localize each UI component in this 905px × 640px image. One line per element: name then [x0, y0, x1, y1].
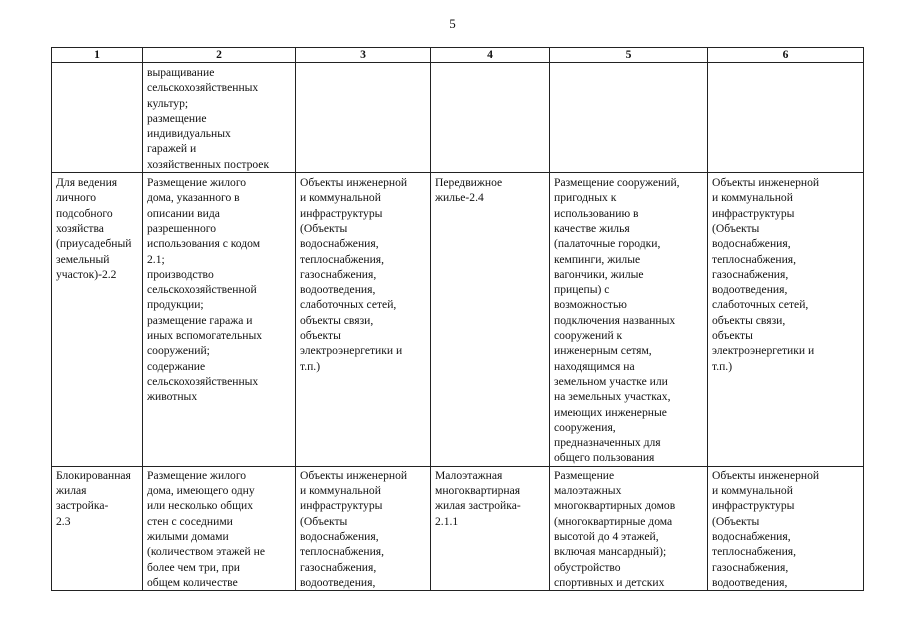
table-cell: Размещение жилого дома, указанного в описании вида разрешенного использования с кодом 2.1; производство сельскохозяйственной продукции; размещение гаража и иных вспомогательных сооружений; содержание сельскохозяйственных животных [143, 173, 296, 467]
table-cell: Малоэтажная многоквартирная жилая застройка- 2.1.1 [431, 466, 550, 590]
table-cell: выращивание сельскохозяйственных культур; размещение индивидуальных гаражей и хозяйственных построек [143, 63, 296, 173]
column-header: 5 [550, 48, 708, 63]
page-number: 5 [449, 16, 456, 31]
column-header: 6 [708, 48, 864, 63]
table-cell: Объекты инженерной и коммунальной инфраструктуры (Объекты водоснабжения, теплоснабжения, газоснабжения, водоотведения, слаботочных сетей, объекты связи, объекты электроэнергетики и т.п.) [296, 173, 431, 467]
header-row [52, 48, 864, 63]
table-cell: Объекты инженерной и коммунальной инфраструктуры (Объекты водоснабжения, теплоснабжения, газоснабжения, водоотведения, [296, 466, 431, 590]
table-cell: Объекты инженерной и коммунальной инфраструктуры (Объекты водоснабжения, теплоснабжения, газоснабжения, водоотведения, слаботочных сетей, объекты связи, объекты электроэнергетики и т.п.) [708, 173, 864, 467]
column-header: 4 [431, 48, 550, 63]
table-cell [431, 63, 550, 173]
table-cell [52, 63, 143, 173]
land-use-table [51, 47, 864, 591]
table-cell [708, 63, 864, 173]
table-cell: Размещение сооружений, пригодных к использованию в качестве жилья (палаточные городки, кемпинги, жилые вагончики, жилые прицепы) с возможностью подключения названных сооружений к инженерным сетям, находящимся на земельном участке или на земельных участках, имеющих инженерные сооружения, предназначенных для общего пользования [550, 173, 708, 467]
table-cell: Для ведения личного подсобного хозяйства (приусадебный земельный участок)-2.2 [52, 173, 143, 467]
table-cell: Передвижное жилье-2.4 [431, 173, 550, 467]
table-cell: Размещение жилого дома, имеющего одну или несколько общих стен с соседними жилыми домами (количеством этажей не более чем три, при общем количестве [143, 466, 296, 590]
table-cell: Блокированная жилая застройка- 2.3 [52, 466, 143, 590]
table-cell: Размещение малоэтажных многоквартирных домов (многоквартирные дома высотой до 4 этажей, включая мансардный); обустройство спортивных и детских [550, 466, 708, 590]
table-cell [550, 63, 708, 173]
column-header: 1 [52, 48, 143, 63]
table-cell: Объекты инженерной и коммунальной инфраструктуры (Объекты водоснабжения, теплоснабжения, газоснабжения, водоотведения, [708, 466, 864, 590]
table-row [52, 466, 864, 590]
table-row [52, 63, 864, 173]
column-header: 3 [296, 48, 431, 63]
column-header: 2 [143, 48, 296, 63]
table-row [52, 173, 864, 467]
table-cell [296, 63, 431, 173]
